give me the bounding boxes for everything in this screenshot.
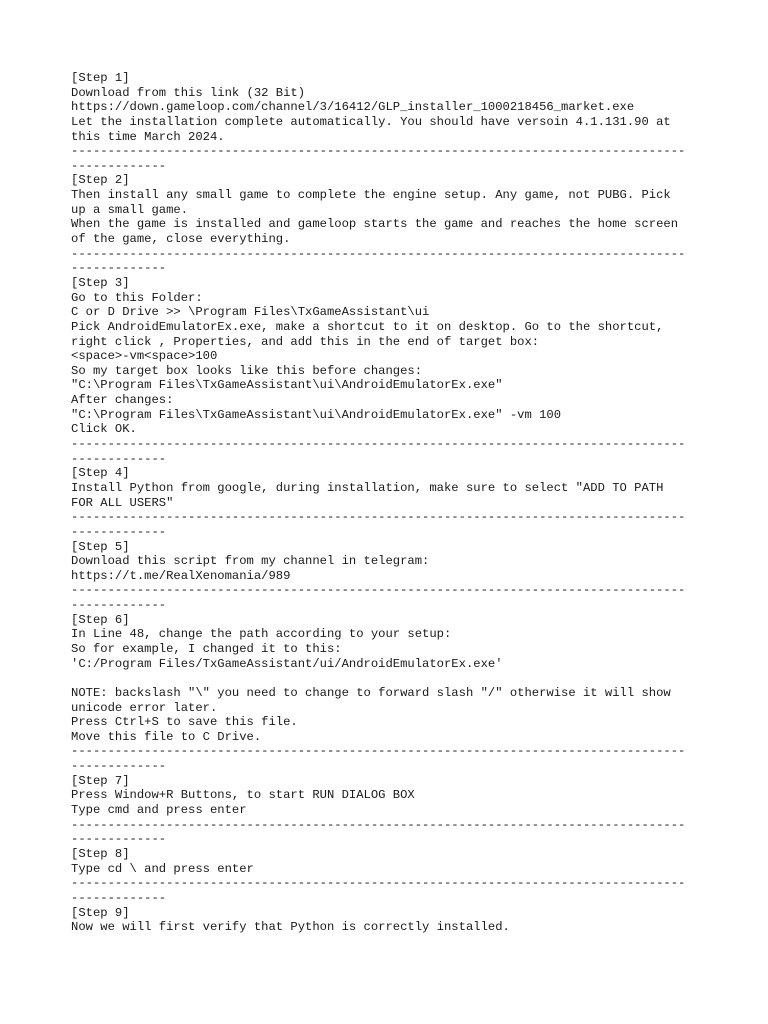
step-3-line: "C:\Program Files\TxGameAssistant\ui\AndroidEmulatorEx.exe"	[71, 378, 503, 393]
step-8-title: [Step 8]	[71, 846, 130, 861]
step-6-note-line: Press Ctrl+S to save this file.	[71, 715, 298, 730]
separator: ------------------------------------------------------------------------------------	[71, 876, 686, 891]
step-3-line: So my target box looks like this before changes:	[71, 363, 423, 378]
step-6-title: [Step 6]	[71, 612, 130, 627]
step-9-line: Now we will first verify that Python is correctly installed.	[71, 920, 510, 935]
step-3-title: [Step 3]	[71, 275, 130, 290]
step-5-title: [Step 5]	[71, 539, 130, 554]
step-5-telegram-link[interactable]: https://t.me/RealXenomania/989	[71, 568, 291, 583]
separator-tail: -------------	[71, 890, 167, 905]
separator: ------------------------------------------------------------------------------------	[71, 144, 686, 159]
step-6-note-line: Move this file to C Drive.	[71, 729, 262, 744]
step-6-note-line: unicode error later.	[71, 700, 218, 715]
step-6-note-line: NOTE: backslash "\" you need to change to forward slash "/" otherwise it will show	[71, 685, 671, 700]
step-6-line: In Line 48, change the path according to your setup:	[71, 627, 452, 642]
step-1-title: [Step 1]	[71, 71, 130, 85]
step-7-line: Type cmd and press enter	[71, 803, 247, 818]
separator: ------------------------------------------------------------------------------------	[71, 510, 686, 525]
step-8-line: Type cd \ and press enter	[71, 861, 254, 876]
step-4-line: Install Python from google, during installation, make sure to select "ADD TO PATH	[71, 480, 664, 495]
separator-tail: -------------	[71, 598, 167, 613]
separator: ------------------------------------------------------------------------------------	[71, 437, 686, 452]
step-3-line: <space>-vm<space>100	[71, 349, 218, 364]
separator-tail: -------------	[71, 524, 167, 539]
step-1-line: Let the installation complete automatically. You should have versoin 4.1.131.90 at	[71, 114, 671, 129]
step-2-line: up a small game.	[71, 202, 189, 217]
separator: ------------------------------------------------------------------------------------	[71, 817, 686, 832]
step-2-line: of the game, close everything.	[71, 232, 291, 247]
separator: ------------------------------------------------------------------------------------	[71, 583, 686, 598]
separator: ------------------------------------------------------------------------------------	[71, 744, 686, 759]
separator-tail: -------------	[71, 158, 167, 173]
separator-tail: -------------	[71, 832, 167, 847]
step-3-line: right click , Properties, and add this in the end of target box:	[71, 334, 540, 349]
step-1-line: Download from this link (32 Bit)	[71, 85, 306, 100]
step-6-line: 'C:/Program Files/TxGameAssistant/ui/AndroidEmulatorEx.exe'	[71, 656, 503, 671]
step-2-title: [Step 2]	[71, 173, 130, 188]
step-1-line: this time March 2024.	[71, 129, 225, 144]
step-3-line: C or D Drive >> \Program Files\TxGameAssistant\ui	[71, 305, 430, 320]
step-6-line: So for example, I changed it to this:	[71, 641, 342, 656]
step-3-line: Click OK.	[71, 422, 137, 437]
step-3-line: "C:\Program Files\TxGameAssistant\ui\AndroidEmulatorEx.exe" -vm 100	[71, 407, 562, 422]
step-2-line: Then install any small game to complete the engine setup. Any game, not PUBG. Pick	[71, 188, 671, 203]
step-4-line: FOR ALL USERS"	[71, 495, 174, 510]
step-7-line: Press Window+R Buttons, to start RUN DIALOG BOX	[71, 788, 415, 803]
step-4-title: [Step 4]	[71, 466, 130, 481]
document-text	[71, 71, 711, 935]
step-3-line: After changes:	[71, 393, 174, 408]
step-7-title: [Step 7]	[71, 773, 130, 788]
separator-tail: -------------	[71, 759, 167, 774]
step-2-line: When the game is installed and gameloop starts the game and reaches the home screen	[71, 217, 679, 232]
step-5-line: Download this script from my channel in telegram:	[71, 554, 430, 569]
separator-tail: -------------	[71, 261, 167, 276]
separator-tail: -------------	[71, 451, 167, 466]
step-3-line: Go to this Folder:	[71, 290, 203, 305]
blank-line	[71, 671, 711, 686]
step-3-line: Pick AndroidEmulatorEx.exe, make a shortcut to it on desktop. Go to the shortcut,	[71, 319, 664, 334]
separator: ------------------------------------------------------------------------------------	[71, 246, 686, 261]
step-9-title: [Step 9]	[71, 905, 130, 920]
step-1-download-link[interactable]: https://down.gameloop.com/channel/3/16412/GLP_installer_1000218456_market.exe	[71, 100, 635, 115]
